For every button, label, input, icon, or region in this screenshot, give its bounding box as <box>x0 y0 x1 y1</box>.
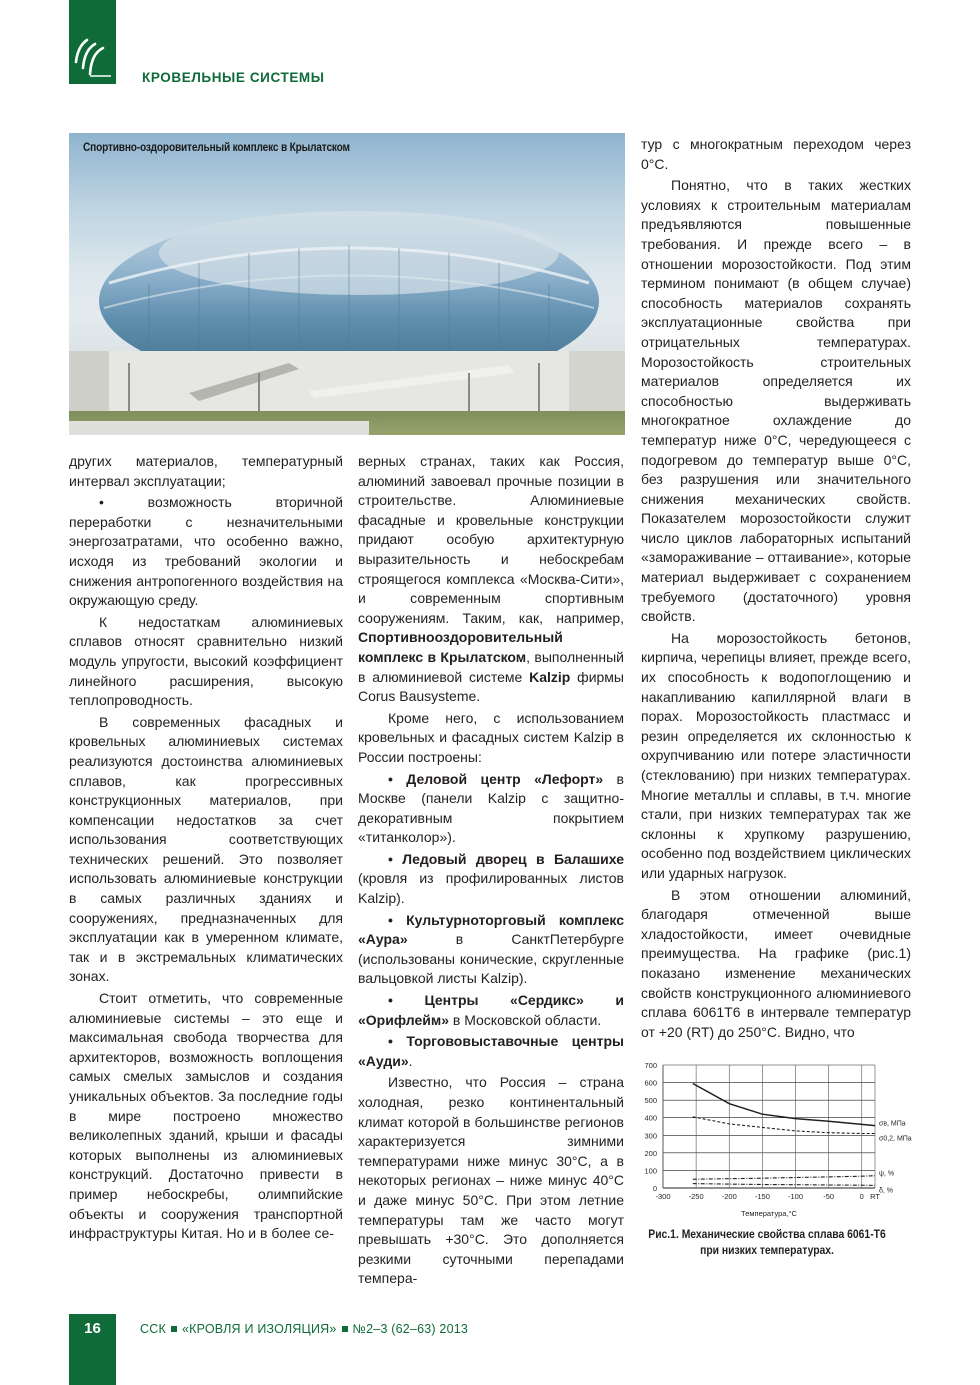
paragraph: Известно, что Россия – страна холодная, резко континентальный климат которой в большинстве регионов характеризуется зимними температурами ниже минус 30°С, а в некоторых регионах – ниже минус 40°С и даже минус 50°С. При этом летние температуры там же часто могут превышать +30°С. Это дополняется резкими суточными перепадами темпера- <box>358 1074 624 1287</box>
mechanical-properties-chart <box>625 1058 925 1228</box>
x-tick-label: RT <box>870 1192 880 1201</box>
series-line <box>693 1184 875 1186</box>
text-span: (кровля из профилированных листов Kalzip). <box>358 870 624 907</box>
text-column-1 <box>69 452 343 1246</box>
logo-icon <box>73 36 113 80</box>
text-span: в Московской области. <box>448 1011 602 1028</box>
y-tick-label: 100 <box>644 1166 657 1176</box>
paragraph: В этом отношении алюминий, благодаря отмеченной выше хладостойкости, имеет очевидные преимущества. На графике (рис.1) показано изменение механических свойств конструкционного алюминиевого сплава 6061Т6 в интервале температур от +20 (RT) до 250°С. Видно, что <box>641 886 911 1040</box>
paragraph: • возможность вторичной переработки с незначительными энергозатратами, что особенно важно, исходя из требований экологии и снижения антропогенного воздействия на окружающую среду. <box>69 494 343 609</box>
bold-text: • Культурноторговый комплекс «Аура» <box>358 911 624 948</box>
y-tick-label: 0 <box>652 1184 657 1193</box>
list-item <box>358 1032 624 1071</box>
photo-caption: Спортивно-оздоровительный комплекс в Крылатском <box>83 142 350 154</box>
bold-text: • Деловой центр «Лефорт» <box>388 770 604 787</box>
text-span: в СанктПетербурге (использованы конические, скругленные вальцовкой листы Kalzip). <box>358 931 624 987</box>
x-axis-label: Температура,°С <box>741 1209 797 1218</box>
legend-label: ψ, % <box>879 1170 895 1178</box>
footer-text: №2–3 (62–63) 2013 <box>352 1322 469 1336</box>
y-tick-label: 600 <box>644 1078 657 1088</box>
bold-text: • Ледовый дворец в Балашихе <box>388 850 624 867</box>
list-item <box>358 911 624 989</box>
text-span: , выполненный в алюминиевой системе <box>358 648 624 685</box>
list-item <box>358 991 624 1030</box>
stadium-illustration <box>69 133 625 435</box>
text-column-3 <box>641 135 911 1044</box>
x-tick-label: -150 <box>754 1192 770 1201</box>
series-line <box>693 1084 875 1126</box>
square-bullet-icon <box>342 1326 348 1332</box>
paragraph: Кроме него, с использованием кровельных и фасадных систем Kalzip в России построены: <box>358 709 624 765</box>
legend-label: σв, МПа <box>879 1120 906 1128</box>
text-span: в Москве (панели Kalzip с защитно-декоративным покрытием «титанколор»). <box>358 770 624 846</box>
paragraph: К недостаткам алюминиевых сплавов относят сравнительно низкий модуль упругости, высокий коэффициент линейного расширения, высокую теплопроводность. <box>69 613 343 709</box>
list-item <box>358 770 624 848</box>
text-span: . <box>408 1052 413 1069</box>
y-tick-label: 200 <box>644 1148 657 1158</box>
footer-publication-info <box>140 1322 468 1336</box>
page-number: 16 <box>84 1320 101 1337</box>
bold-text: • Торгововыставочные центры «Ауди» <box>358 1033 624 1069</box>
square-bullet-icon <box>171 1326 177 1332</box>
series-line <box>693 1117 875 1134</box>
paragraph: Стоит отметить, что современные алюминиевые системы – это еще и максимальная свобода творчества для архитекторов, возможность воплощения самых смелых замыслов и создания уникальных объектов. За последние годы в мире построено множество великолепных зданий, крыши и фасады которых выполнены из алюминиевых конструкций. Достаточно привести в пример небоскребы, олимпийские объекты и сооружения транспортной инфраструктуры Китая. Но и в более се- <box>69 990 343 1242</box>
footer-green-tab <box>69 1314 116 1385</box>
x-tick-label: -300 <box>655 1192 671 1201</box>
header-green-tab <box>69 0 116 84</box>
section-title: КРОВЕЛЬНЫЕ СИСТЕМЫ <box>142 70 325 85</box>
legend-label: σ0,2, МПа <box>879 1135 912 1143</box>
footer-text: ССК <box>140 1322 166 1336</box>
y-tick-label: 700 <box>644 1061 657 1070</box>
list-item <box>358 850 624 909</box>
paragraph: других материалов, температурный интервал эксплуатации; <box>69 453 343 489</box>
text-column-2 <box>358 452 624 1291</box>
bold-text: Спортивнооздоровительный комплекс в Крылатском <box>358 629 563 665</box>
x-tick-label: 0 <box>859 1192 864 1201</box>
series-line <box>693 1176 875 1180</box>
figure-caption <box>632 1227 902 1259</box>
footer-text: «КРОВЛЯ И ИЗОЛЯЦИЯ» <box>181 1322 337 1336</box>
stadium-photo <box>69 133 625 435</box>
y-tick-label: 500 <box>644 1096 657 1106</box>
paragraph: тур с многократным переходом через 0°С. <box>641 136 911 172</box>
y-tick-label: 400 <box>644 1113 657 1123</box>
y-tick-label: 300 <box>644 1131 657 1141</box>
paragraph <box>358 452 624 707</box>
paragraph: На морозостойкость бетонов, кирпича, черепицы влияет, прежде всего, их способность к водопоглощению и накапливанию капиллярной влаги в порах. Морозостойкость пластмасс и резин определяется их склонностью к охрупчиванию или потере эластичности (стеклованию) при низких температурах. Многие металлы и сплавы, в т.ч. многие стали, при низких температурах так же склонны к хрупкому разрушению, особенно под воздействием циклических или ударных нагрузок. <box>641 629 911 881</box>
paragraph: Понятно, что в таких жестких условиях к строительным материалам предъявляются повышенные требования. И прежде всего – в отношении морозостойкости. Под этим термином понимают (в общем случае) способность материалов сохранять эксплуатационные свойства при отрицательных температурах. Морозостойкость строительных материалов определяется их способностью выдерживать многократное охлаждение до температур ниже 0°С, чередующееся с подогревом до температур выше 0°С, без разрушения или значительного снижения механических свойств. Показателем морозостойкости служит число циклов лабораторных испытаний «замораживание – оттаивание», которые материал выдерживает с сохранением требуемого (достаточного) уровня свойств. <box>641 177 911 625</box>
x-tick-label: -200 <box>721 1192 737 1201</box>
bold-text: • Центры «Сердикс» и «Орифлейм» <box>358 992 624 1028</box>
text-span: фирмы Corus Bausysteme. <box>358 668 624 705</box>
figure-caption-line: Рис.1. Механические свойства сплава 6061-Т6 <box>648 1229 886 1241</box>
figure-caption-line: при низких температурах. <box>700 1245 834 1257</box>
x-tick-label: -50 <box>823 1192 835 1201</box>
paragraph: В современных фасадных и кровельных алюминиевых системах реализуются достоинства алюминиевых сплавов, как прогрессивных конструкционных материалов, при компенсации недостатков за счет использования соответствующих технических решений. Это позволяет использовать алюминиевые конструкции в самых различных зданиях и сооружениях, предназначенных для эксплуатации как в умеренном климате, так и в экстремальных климатических зонах. <box>69 713 343 985</box>
x-tick-label: -250 <box>688 1192 704 1201</box>
text-span: верных странах, таких как Россия, алюминий завоевал прочные позиции в строительстве. Алюминиевые фасадные и кровельные конструкции придают особую архитектурную выразительность и небоскребам строящегося комплекса «Москва-Сити», и современным спортивным сооружениям. Таким, как, например, <box>358 453 624 626</box>
x-tick-label: -100 <box>787 1192 804 1201</box>
bold-text: Kalzip <box>529 668 571 685</box>
legend-label: δ, % <box>879 1187 894 1195</box>
